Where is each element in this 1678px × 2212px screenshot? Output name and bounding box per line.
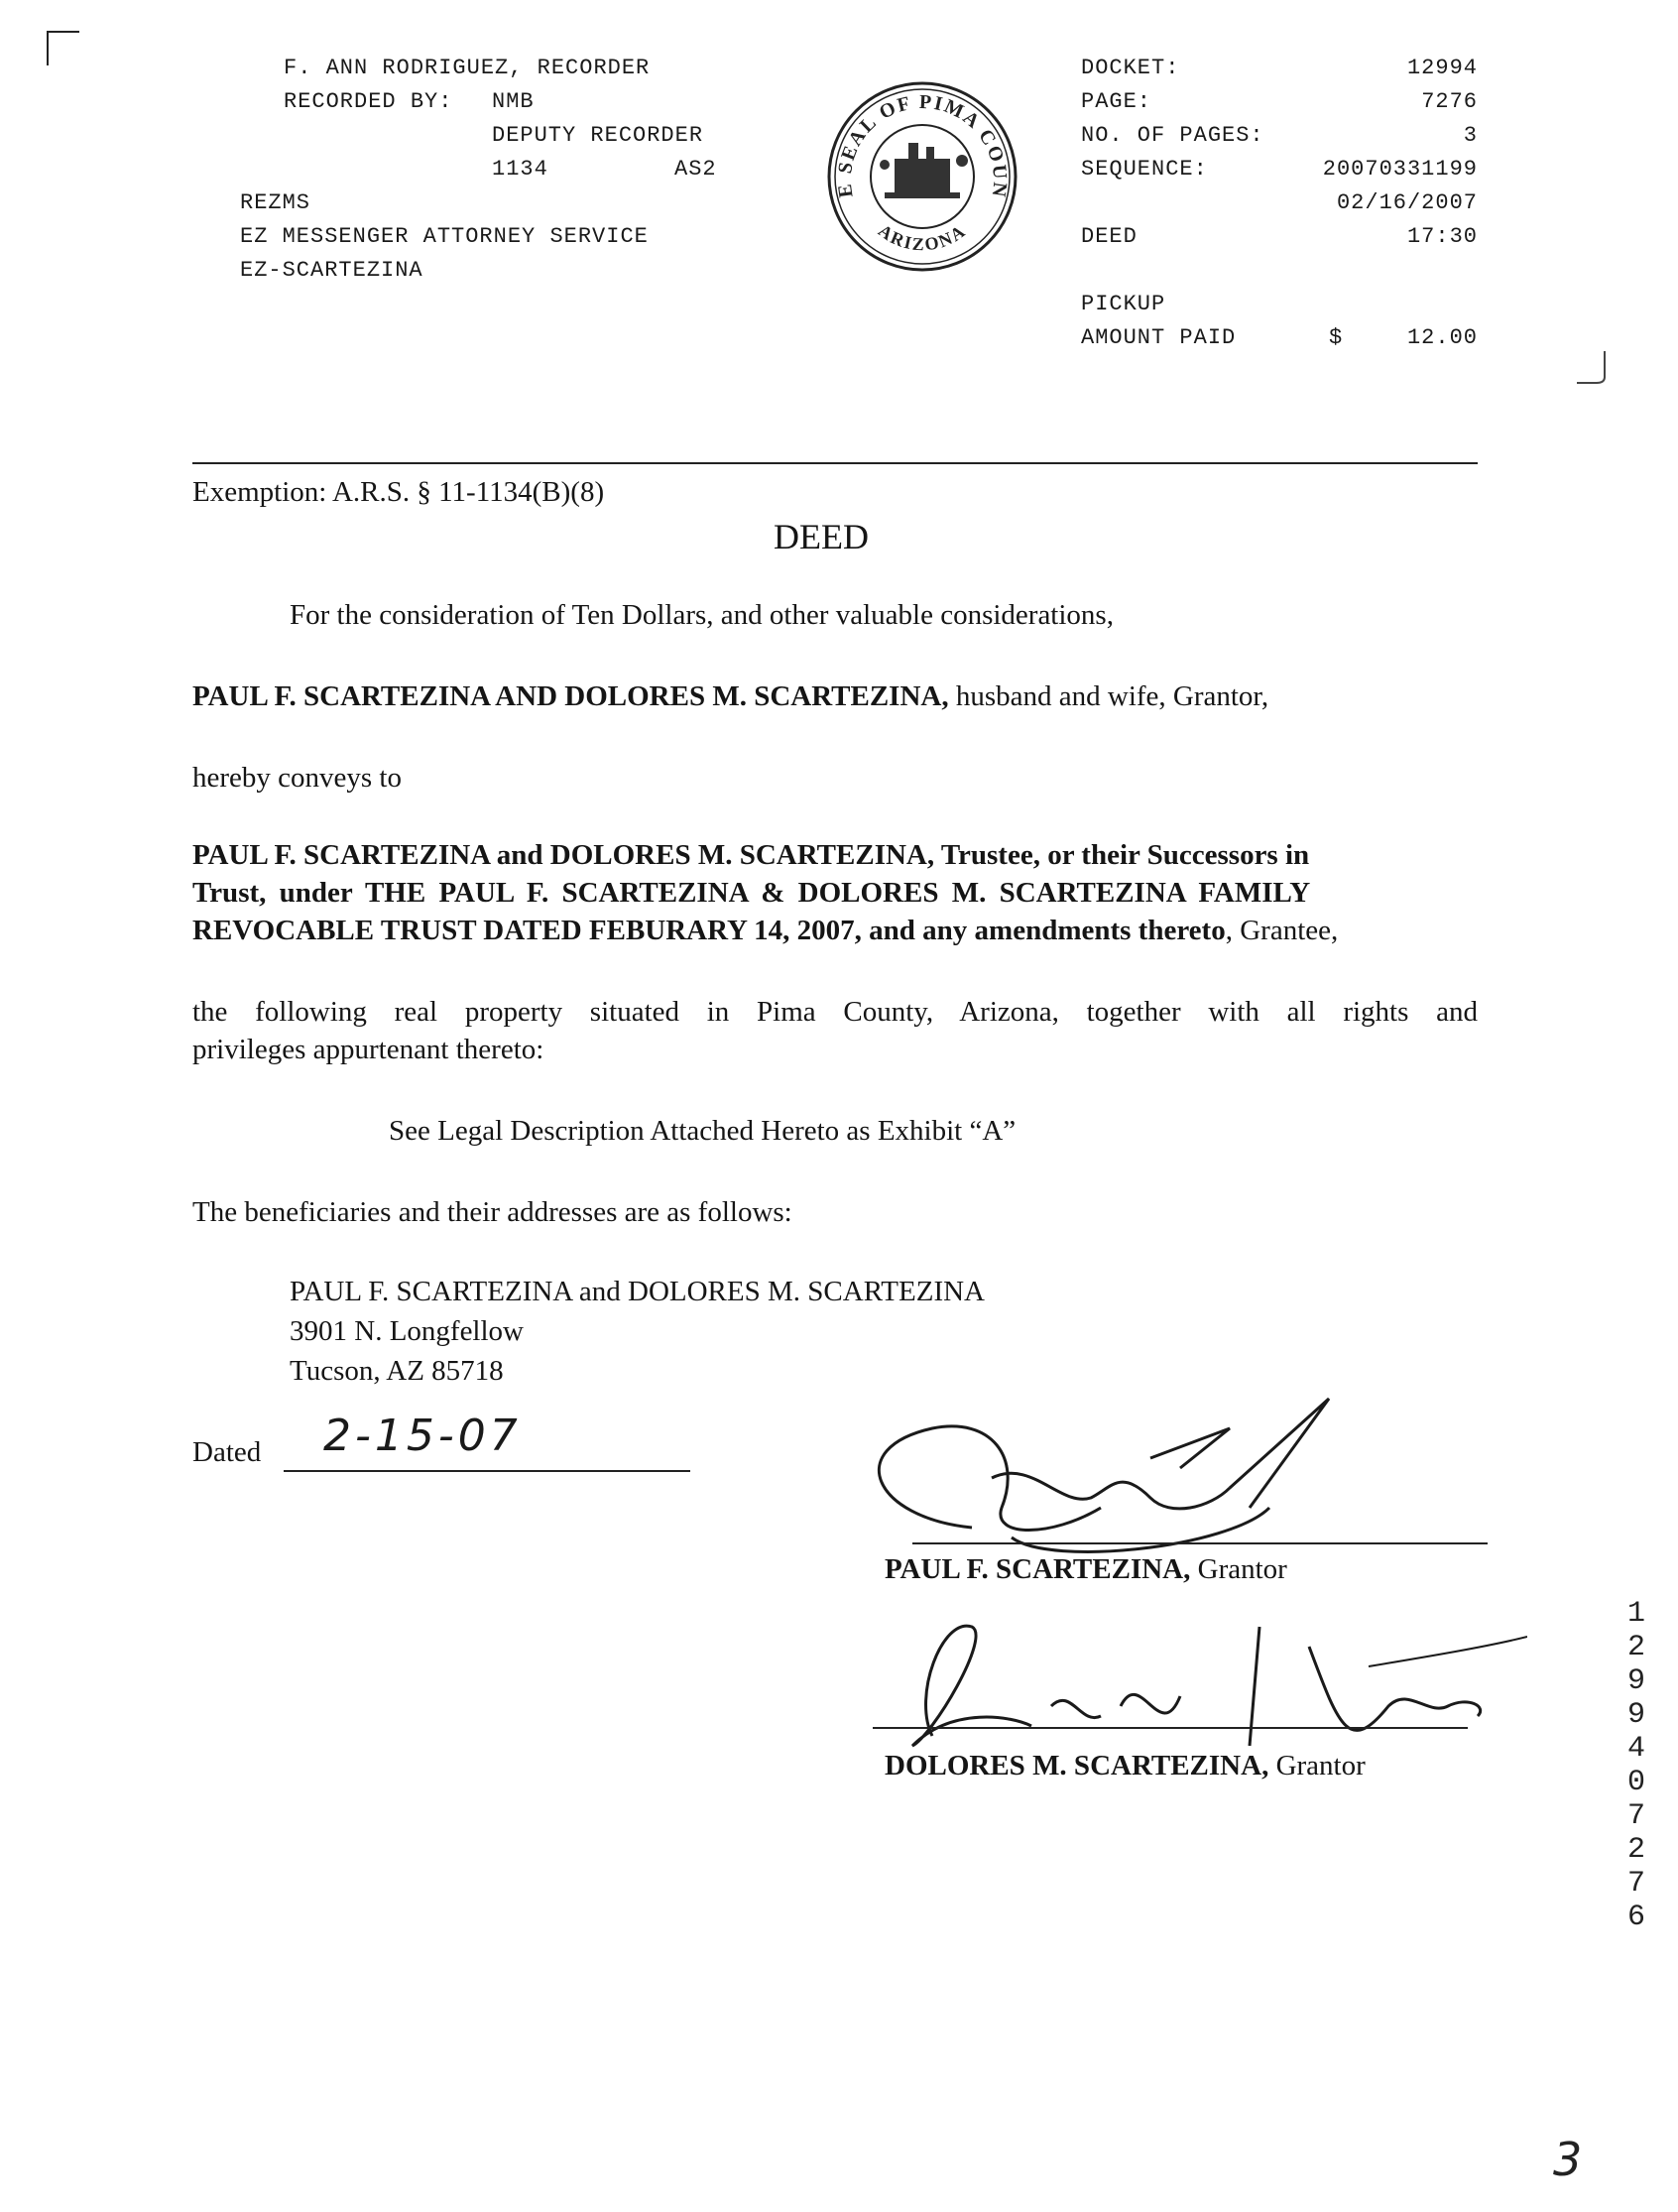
grantee-line-3 bbox=[192, 915, 1338, 947]
margin-digit: 4 bbox=[1626, 1732, 1645, 1766]
pima-county-seal bbox=[823, 77, 1021, 276]
grantor-clause bbox=[192, 680, 1268, 713]
amount-paid-value: 12.00 bbox=[1406, 325, 1478, 350]
beneficiary-names: PAUL F. SCARTEZINA and DOLORES M. SCARTEZINA bbox=[290, 1276, 985, 1307]
sequence-value: 20070331199 bbox=[1322, 157, 1478, 182]
document-title: DEED bbox=[774, 517, 869, 556]
grantor-1-name: PAUL F. SCARTEZINA, bbox=[885, 1553, 1191, 1585]
corner-mark-top-left bbox=[44, 28, 83, 67]
margin-digit: 1 bbox=[1626, 1597, 1645, 1631]
pickup-label: PICKUP bbox=[1081, 292, 1166, 316]
beneficiaries-intro: The beneficiaries and their addresses are as follows: bbox=[192, 1196, 792, 1228]
amount-paid-label: AMOUNT PAID bbox=[1081, 325, 1237, 350]
beneficiary-street: 3901 N. Longfellow bbox=[290, 1315, 524, 1347]
deed-label: DEED bbox=[1081, 224, 1138, 249]
seal-top-text: E SEAL OF PIMA COUN bbox=[833, 90, 1012, 200]
grantee-trust-name: REVOCABLE TRUST DATED FEBURARY 14, 2007, and any amendments thereto bbox=[192, 915, 1226, 946]
recorder-name: F. ANN RODRIGUEZ, RECORDER bbox=[284, 56, 651, 80]
seal-graphic bbox=[823, 77, 1021, 276]
recorder-code-2: AS2 bbox=[674, 157, 717, 182]
page-label: PAGE: bbox=[1081, 89, 1152, 114]
rezms-code: REZMS bbox=[240, 190, 311, 215]
property-line-2: privileges appurtenant thereto: bbox=[192, 1034, 544, 1065]
ez-reference: EZ-SCARTEZINA bbox=[240, 258, 423, 283]
grantor-2-caption bbox=[885, 1750, 1366, 1782]
legal-description-ref: See Legal Description Attached Hereto as Exhibit “A” bbox=[389, 1115, 1017, 1147]
currency-symbol: $ bbox=[1329, 325, 1344, 350]
grantee-suffix: , Grantee, bbox=[1225, 915, 1339, 946]
margin-digit: 7 bbox=[1626, 1799, 1645, 1833]
record-date: 02/16/2007 bbox=[1336, 190, 1478, 215]
grantor-1-role: Grantor bbox=[1197, 1553, 1287, 1585]
property-line-1: the following real property situated in Pima County, Arizona, together with all rights and bbox=[192, 996, 1478, 1028]
recorded-by-value: NMB bbox=[492, 89, 535, 114]
margin-digit: 2 bbox=[1626, 1833, 1645, 1867]
grantor-suffix: husband and wife, Grantor, bbox=[955, 680, 1269, 712]
consideration-line: For the consideration of Ten Dollars, and other valuable considerations, bbox=[290, 599, 1114, 631]
exemption-line: Exemption: A.R.S. § 11-1134(B)(8) bbox=[192, 476, 605, 508]
grantor-names: PAUL F. SCARTEZINA AND DOLORES M. SCARTEZINA, bbox=[192, 680, 949, 712]
recorded-by-label: RECORDED BY: bbox=[284, 89, 453, 114]
page-number-mark: 3 bbox=[1553, 2133, 1583, 2186]
recorder-code: 1134 bbox=[492, 157, 548, 182]
sequence-label: SEQUENCE: bbox=[1081, 157, 1208, 182]
grantor-2-role: Grantor bbox=[1275, 1750, 1366, 1782]
page-value: 7276 bbox=[1421, 89, 1478, 114]
docket-label: DOCKET: bbox=[1081, 56, 1180, 80]
pages-label: NO. OF PAGES: bbox=[1081, 123, 1264, 148]
corner-mark-right bbox=[1577, 347, 1617, 387]
svg-text:ARIZONA bbox=[875, 220, 970, 254]
dated-label: Dated bbox=[192, 1436, 262, 1468]
conveys-line: hereby conveys to bbox=[192, 762, 402, 794]
record-time: 17:30 bbox=[1406, 224, 1478, 249]
margin-digit: 7 bbox=[1626, 1867, 1645, 1901]
messenger-service: EZ MESSENGER ATTORNEY SERVICE bbox=[240, 224, 649, 249]
grantor-1-caption bbox=[885, 1553, 1287, 1586]
dated-underline bbox=[284, 1470, 690, 1472]
margin-digit: 2 bbox=[1626, 1631, 1645, 1664]
header-divider bbox=[192, 462, 1478, 464]
grantee-line-2: Trust, under THE PAUL F. SCARTEZINA & DOLORES M. SCARTEZINA FAMILY bbox=[192, 877, 1311, 909]
margin-digit: 9 bbox=[1626, 1664, 1645, 1698]
margin-digit: 9 bbox=[1626, 1698, 1645, 1732]
margin-digit: 0 bbox=[1626, 1766, 1645, 1799]
handwritten-date: 2-15-07 bbox=[323, 1411, 522, 1461]
seal-bottom-text: ARIZONA bbox=[875, 220, 970, 255]
grantee-line-1: PAUL F. SCARTEZINA and DOLORES M. SCARTEZINA, Trustee, or their Successors in bbox=[192, 839, 1310, 871]
grantor-2-name: DOLORES M. SCARTEZINA, bbox=[885, 1750, 1269, 1782]
grantor-1-signature bbox=[853, 1389, 1488, 1577]
pages-value: 3 bbox=[1463, 123, 1478, 148]
margin-docket-number bbox=[1624, 1597, 1648, 1934]
deputy-recorder: DEPUTY RECORDER bbox=[492, 123, 704, 148]
docket-value: 12994 bbox=[1406, 56, 1478, 80]
margin-digit: 6 bbox=[1626, 1901, 1645, 1934]
beneficiary-city: Tucson, AZ 85718 bbox=[290, 1355, 504, 1387]
